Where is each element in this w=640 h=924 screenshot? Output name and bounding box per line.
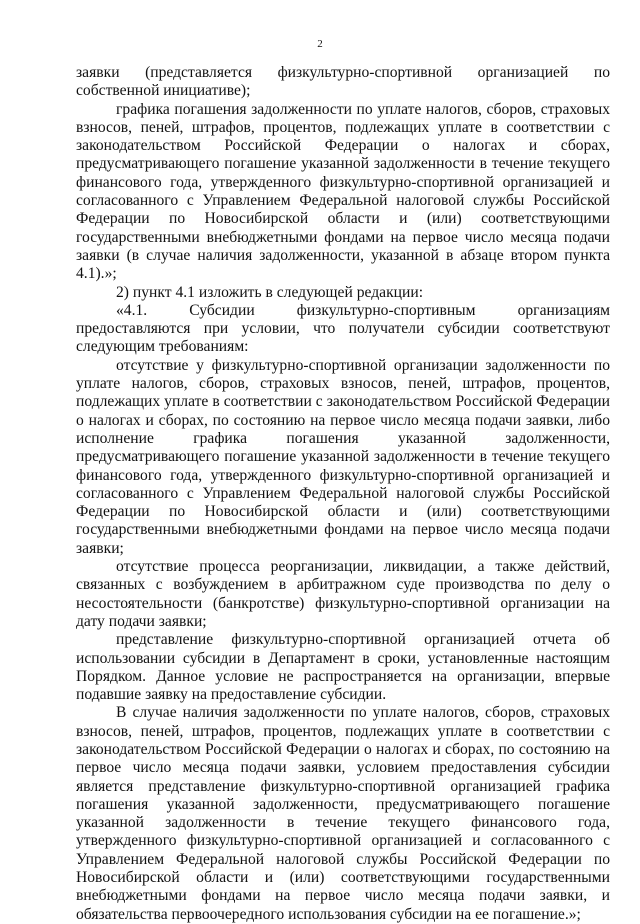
paragraph: отсутствие у физкультурно-спортивной организации задолженности по уплате налогов, сборов, страховых взносов, пеней, штрафов, процентов, подлежащих уплате в соответствии с законодательством Российской Федерации о налогах и сборах, по состоянию на первое число месяца подачи заявки, либо исполнение графика погашения указанной задолженности, предусматривающего погашение указанной задолженности в течение текущего финансового года, утвержденного физкультурно-спортивной организацией и согласованного с Управлением Федеральной налоговой службы Российской Федерации по Новосибирской области и (или) соответствующими государственными внебюджетными фондами на первое число месяца подачи заявки; bbox=[76, 356, 610, 557]
paragraph: 2) пункт 4.1 изложить в следующей редакции: bbox=[116, 283, 424, 301]
paragraph: графика погашения задолженности по уплате налогов, сборов, страховых взносов, пеней, штрафов, процентов, подлежащих уплате в соответствии с законодательством Российской Федерации о налогах и сборах, предусматривающего погашение указанной задолженности в течение текущего финансового года, утвержденного физкультурно-спортивной организацией и согласованного с Управлением Федеральной налоговой службы Российской Федерации по Новосибирской области и (или) соответствующими государственными внебюджетными фондами на первое число месяца подачи заявки (в случае наличия задолженности, указанной в абзаце втором пункта 4.1).»; bbox=[76, 100, 610, 283]
paragraph: представление физкультурно-спортивной организацией отчета об использовании субсидии в Департамент в сроки, установленные настоящим Порядком. Данное условие не распространяется на организации, впервые подавшие заявку на предоставление субсидии. bbox=[76, 631, 610, 704]
paragraph: заявки (представляется физкультурно-спортивной организацией по собственной инициативе); bbox=[76, 64, 610, 100]
paragraph: В случае наличия задолженности по уплате налогов, сборов, страховых взносов, пеней, штрафов, процентов, подлежащих уплате в соответствии с законодательством Российской Федерации о налогах и сборах, по состоянию на первое число месяца подачи заявки, условием предоставления субсидии является представление физкультурно-спортивной организацией графика погашения указанной задолженности, предусматривающего погашение указанной задолженности в течение текущего финансового года, утвержденного физкультурно-спортивной организацией и согласованного с Управлением Федеральной налоговой службы Российской Федерации по Новосибирской области и (или) соответствующими государственными внебюджетными фондами на первое число месяца подачи заявки, и обязательства первоочередного использования субсидии на ее погашение.»; bbox=[76, 704, 610, 923]
document-body bbox=[76, 64, 610, 924]
paragraph: отсутствие процесса реорганизации, ликвидации, а также действий, связанных с возбуждением в арбитражном суде производства по делу о несостоятельности (банкротстве) физкультурно-спортивной организации на дату подачи заявки; bbox=[76, 558, 610, 630]
paragraph: «4.1. Субсидии физкультурно-спортивным организациям предоставляются при условии, что получатели субсидии соответствуют следующим требованиям: bbox=[76, 301, 610, 356]
page-number: 2 bbox=[317, 38, 323, 50]
